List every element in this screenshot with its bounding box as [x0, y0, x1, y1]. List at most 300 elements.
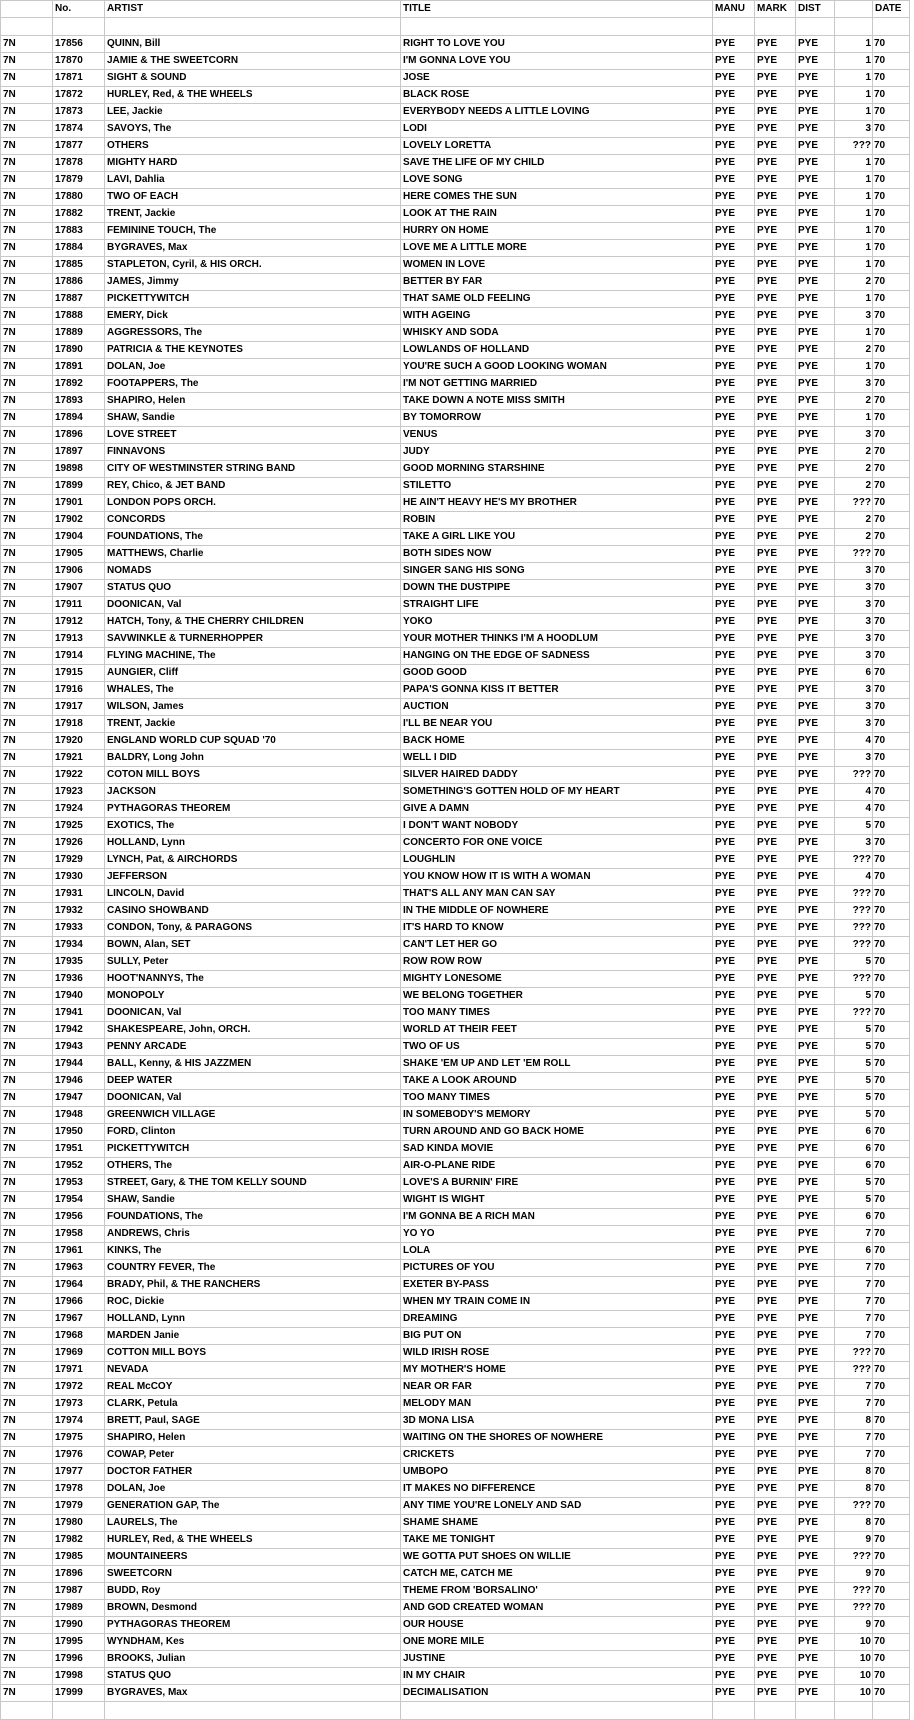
- mark-cell[interactable]: PYE: [755, 257, 796, 274]
- date-cell[interactable]: 70: [873, 971, 910, 988]
- month-cell[interactable]: 5: [835, 1073, 873, 1090]
- manu-cell[interactable]: PYE: [713, 1107, 755, 1124]
- mark-cell[interactable]: PYE: [755, 580, 796, 597]
- number-cell[interactable]: 17931: [53, 886, 105, 903]
- date-cell[interactable]: 70: [873, 1379, 910, 1396]
- empty-cell[interactable]: [105, 18, 401, 36]
- date-cell[interactable]: 70: [873, 325, 910, 342]
- title-cell[interactable]: IT MAKES NO DIFFERENCE: [401, 1481, 713, 1498]
- header-cell-mark[interactable]: MARK: [755, 1, 796, 18]
- number-cell[interactable]: 17870: [53, 53, 105, 70]
- number-cell[interactable]: 17896: [53, 1566, 105, 1583]
- dist-cell[interactable]: PYE: [796, 393, 835, 410]
- empty-cell[interactable]: [835, 1702, 873, 1720]
- manu-cell[interactable]: PYE: [713, 1515, 755, 1532]
- prefix-cell[interactable]: 7N: [1, 1328, 53, 1345]
- title-cell[interactable]: IT'S HARD TO KNOW: [401, 920, 713, 937]
- prefix-cell[interactable]: 7N: [1, 1532, 53, 1549]
- artist-cell[interactable]: CITY OF WESTMINSTER STRING BAND: [105, 461, 401, 478]
- prefix-cell[interactable]: 7N: [1, 835, 53, 852]
- date-cell[interactable]: 70: [873, 1651, 910, 1668]
- month-cell[interactable]: 1: [835, 410, 873, 427]
- prefix-cell[interactable]: 7N: [1, 1141, 53, 1158]
- dist-cell[interactable]: PYE: [796, 206, 835, 223]
- manu-cell[interactable]: PYE: [713, 716, 755, 733]
- date-cell[interactable]: 70: [873, 1345, 910, 1362]
- artist-cell[interactable]: QUINN, Bill: [105, 36, 401, 53]
- month-cell[interactable]: 2: [835, 478, 873, 495]
- title-cell[interactable]: THAT'S ALL ANY MAN CAN SAY: [401, 886, 713, 903]
- dist-cell[interactable]: PYE: [796, 342, 835, 359]
- date-cell[interactable]: 70: [873, 1175, 910, 1192]
- month-cell[interactable]: 6: [835, 1209, 873, 1226]
- title-cell[interactable]: WAITING ON THE SHORES OF NOWHERE: [401, 1430, 713, 1447]
- number-cell[interactable]: 17913: [53, 631, 105, 648]
- manu-cell[interactable]: PYE: [713, 1175, 755, 1192]
- month-cell[interactable]: 1: [835, 240, 873, 257]
- artist-cell[interactable]: DOONICAN, Val: [105, 597, 401, 614]
- mark-cell[interactable]: PYE: [755, 1668, 796, 1685]
- empty-cell[interactable]: [796, 1702, 835, 1720]
- date-cell[interactable]: 70: [873, 1311, 910, 1328]
- prefix-cell[interactable]: 7N: [1, 189, 53, 206]
- title-cell[interactable]: LOVE ME A LITTLE MORE: [401, 240, 713, 257]
- dist-cell[interactable]: PYE: [796, 1498, 835, 1515]
- date-cell[interactable]: 70: [873, 87, 910, 104]
- mark-cell[interactable]: PYE: [755, 1600, 796, 1617]
- artist-cell[interactable]: COTON MILL BOYS: [105, 767, 401, 784]
- empty-cell[interactable]: [105, 1702, 401, 1720]
- prefix-cell[interactable]: 7N: [1, 342, 53, 359]
- title-cell[interactable]: SAVE THE LIFE OF MY CHILD: [401, 155, 713, 172]
- dist-cell[interactable]: PYE: [796, 1260, 835, 1277]
- mark-cell[interactable]: PYE: [755, 1124, 796, 1141]
- date-cell[interactable]: 70: [873, 410, 910, 427]
- manu-cell[interactable]: PYE: [713, 1141, 755, 1158]
- dist-cell[interactable]: PYE: [796, 1668, 835, 1685]
- artist-cell[interactable]: CASINO SHOWBAND: [105, 903, 401, 920]
- date-cell[interactable]: 70: [873, 274, 910, 291]
- month-cell[interactable]: 3: [835, 597, 873, 614]
- number-cell[interactable]: 17971: [53, 1362, 105, 1379]
- artist-cell[interactable]: HOOT'NANNYS, The: [105, 971, 401, 988]
- dist-cell[interactable]: PYE: [796, 733, 835, 750]
- number-cell[interactable]: 17968: [53, 1328, 105, 1345]
- manu-cell[interactable]: PYE: [713, 1158, 755, 1175]
- mark-cell[interactable]: PYE: [755, 988, 796, 1005]
- manu-cell[interactable]: PYE: [713, 597, 755, 614]
- number-cell[interactable]: 17899: [53, 478, 105, 495]
- prefix-cell[interactable]: 7N: [1, 478, 53, 495]
- prefix-cell[interactable]: 7N: [1, 512, 53, 529]
- dist-cell[interactable]: PYE: [796, 240, 835, 257]
- title-cell[interactable]: HERE COMES THE SUN: [401, 189, 713, 206]
- dist-cell[interactable]: PYE: [796, 1685, 835, 1702]
- dist-cell[interactable]: PYE: [796, 1600, 835, 1617]
- empty-cell[interactable]: [755, 1702, 796, 1720]
- artist-cell[interactable]: PATRICIA & THE KEYNOTES: [105, 342, 401, 359]
- artist-cell[interactable]: LAURELS, The: [105, 1515, 401, 1532]
- manu-cell[interactable]: PYE: [713, 240, 755, 257]
- dist-cell[interactable]: PYE: [796, 1226, 835, 1243]
- empty-cell[interactable]: [53, 18, 105, 36]
- artist-cell[interactable]: WHALES, The: [105, 682, 401, 699]
- month-cell[interactable]: 1: [835, 257, 873, 274]
- date-cell[interactable]: 70: [873, 1039, 910, 1056]
- date-cell[interactable]: 70: [873, 1532, 910, 1549]
- artist-cell[interactable]: BALDRY, Long John: [105, 750, 401, 767]
- date-cell[interactable]: 70: [873, 36, 910, 53]
- date-cell[interactable]: 70: [873, 1362, 910, 1379]
- month-cell[interactable]: 7: [835, 1226, 873, 1243]
- dist-cell[interactable]: PYE: [796, 1311, 835, 1328]
- artist-cell[interactable]: COUNTRY FEVER, The: [105, 1260, 401, 1277]
- number-cell[interactable]: 17946: [53, 1073, 105, 1090]
- manu-cell[interactable]: PYE: [713, 971, 755, 988]
- dist-cell[interactable]: PYE: [796, 1430, 835, 1447]
- prefix-cell[interactable]: 7N: [1, 1107, 53, 1124]
- prefix-cell[interactable]: 7N: [1, 1260, 53, 1277]
- artist-cell[interactable]: AGGRESSORS, The: [105, 325, 401, 342]
- month-cell[interactable]: 3: [835, 427, 873, 444]
- prefix-cell[interactable]: 7N: [1, 1277, 53, 1294]
- month-cell[interactable]: 2: [835, 529, 873, 546]
- mark-cell[interactable]: PYE: [755, 1362, 796, 1379]
- manu-cell[interactable]: PYE: [713, 886, 755, 903]
- manu-cell[interactable]: PYE: [713, 631, 755, 648]
- prefix-cell[interactable]: 7N: [1, 1583, 53, 1600]
- title-cell[interactable]: LOUGHLIN: [401, 852, 713, 869]
- title-cell[interactable]: SHAME SHAME: [401, 1515, 713, 1532]
- dist-cell[interactable]: PYE: [796, 920, 835, 937]
- number-cell[interactable]: 17966: [53, 1294, 105, 1311]
- artist-cell[interactable]: DOONICAN, Val: [105, 1005, 401, 1022]
- month-cell[interactable]: 5: [835, 1175, 873, 1192]
- artist-cell[interactable]: TRENT, Jackie: [105, 206, 401, 223]
- month-cell[interactable]: 3: [835, 631, 873, 648]
- title-cell[interactable]: DREAMING: [401, 1311, 713, 1328]
- prefix-cell[interactable]: 7N: [1, 1549, 53, 1566]
- manu-cell[interactable]: PYE: [713, 444, 755, 461]
- date-cell[interactable]: 70: [873, 1668, 910, 1685]
- manu-cell[interactable]: PYE: [713, 1073, 755, 1090]
- artist-cell[interactable]: STREET, Gary, & THE TOM KELLY SOUND: [105, 1175, 401, 1192]
- manu-cell[interactable]: PYE: [713, 954, 755, 971]
- title-cell[interactable]: ROW ROW ROW: [401, 954, 713, 971]
- title-cell[interactable]: BY TOMORROW: [401, 410, 713, 427]
- mark-cell[interactable]: PYE: [755, 87, 796, 104]
- number-cell[interactable]: 17894: [53, 410, 105, 427]
- prefix-cell[interactable]: 7N: [1, 410, 53, 427]
- title-cell[interactable]: CRICKETS: [401, 1447, 713, 1464]
- title-cell[interactable]: EXETER BY-PASS: [401, 1277, 713, 1294]
- mark-cell[interactable]: PYE: [755, 172, 796, 189]
- date-cell[interactable]: 70: [873, 70, 910, 87]
- title-cell[interactable]: JUSTINE: [401, 1651, 713, 1668]
- number-cell[interactable]: 17929: [53, 852, 105, 869]
- dist-cell[interactable]: PYE: [796, 1328, 835, 1345]
- date-cell[interactable]: 70: [873, 1209, 910, 1226]
- dist-cell[interactable]: PYE: [796, 903, 835, 920]
- mark-cell[interactable]: PYE: [755, 1549, 796, 1566]
- dist-cell[interactable]: PYE: [796, 1158, 835, 1175]
- dist-cell[interactable]: PYE: [796, 172, 835, 189]
- number-cell[interactable]: 17886: [53, 274, 105, 291]
- prefix-cell[interactable]: 7N: [1, 852, 53, 869]
- prefix-cell[interactable]: 7N: [1, 529, 53, 546]
- mark-cell[interactable]: PYE: [755, 1311, 796, 1328]
- artist-cell[interactable]: MOUNTAINEERS: [105, 1549, 401, 1566]
- prefix-cell[interactable]: 7N: [1, 886, 53, 903]
- dist-cell[interactable]: PYE: [796, 580, 835, 597]
- manu-cell[interactable]: PYE: [713, 1583, 755, 1600]
- month-cell[interactable]: ???: [835, 546, 873, 563]
- title-cell[interactable]: TURN AROUND AND GO BACK HOME: [401, 1124, 713, 1141]
- date-cell[interactable]: 70: [873, 1413, 910, 1430]
- month-cell[interactable]: 3: [835, 699, 873, 716]
- month-cell[interactable]: 1: [835, 223, 873, 240]
- manu-cell[interactable]: PYE: [713, 1294, 755, 1311]
- title-cell[interactable]: TOO MANY TIMES: [401, 1005, 713, 1022]
- number-cell[interactable]: 17885: [53, 257, 105, 274]
- mark-cell[interactable]: PYE: [755, 240, 796, 257]
- date-cell[interactable]: 70: [873, 1328, 910, 1345]
- artist-cell[interactable]: EXOTICS, The: [105, 818, 401, 835]
- title-cell[interactable]: TWO OF US: [401, 1039, 713, 1056]
- date-cell[interactable]: 70: [873, 1430, 910, 1447]
- artist-cell[interactable]: BUDD, Roy: [105, 1583, 401, 1600]
- date-cell[interactable]: 70: [873, 495, 910, 512]
- artist-cell[interactable]: SULLY, Peter: [105, 954, 401, 971]
- prefix-cell[interactable]: 7N: [1, 1090, 53, 1107]
- number-cell[interactable]: 17987: [53, 1583, 105, 1600]
- artist-cell[interactable]: FLYING MACHINE, The: [105, 648, 401, 665]
- artist-cell[interactable]: FORD, Clinton: [105, 1124, 401, 1141]
- title-cell[interactable]: CATCH ME, CATCH ME: [401, 1566, 713, 1583]
- title-cell[interactable]: BETTER BY FAR: [401, 274, 713, 291]
- date-cell[interactable]: 70: [873, 1090, 910, 1107]
- mark-cell[interactable]: PYE: [755, 818, 796, 835]
- prefix-cell[interactable]: 7N: [1, 70, 53, 87]
- date-cell[interactable]: 70: [873, 529, 910, 546]
- number-cell[interactable]: 17950: [53, 1124, 105, 1141]
- artist-cell[interactable]: WYNDHAM, Kes: [105, 1634, 401, 1651]
- artist-cell[interactable]: GENERATION GAP, The: [105, 1498, 401, 1515]
- artist-cell[interactable]: COTTON MILL BOYS: [105, 1345, 401, 1362]
- month-cell[interactable]: ???: [835, 903, 873, 920]
- artist-cell[interactable]: HOLLAND, Lynn: [105, 835, 401, 852]
- month-cell[interactable]: 3: [835, 121, 873, 138]
- month-cell[interactable]: 6: [835, 1243, 873, 1260]
- prefix-cell[interactable]: 7N: [1, 1294, 53, 1311]
- dist-cell[interactable]: PYE: [796, 1396, 835, 1413]
- title-cell[interactable]: RIGHT TO LOVE YOU: [401, 36, 713, 53]
- number-cell[interactable]: 17980: [53, 1515, 105, 1532]
- date-cell[interactable]: 70: [873, 988, 910, 1005]
- month-cell[interactable]: 7: [835, 1447, 873, 1464]
- date-cell[interactable]: 70: [873, 580, 910, 597]
- mark-cell[interactable]: PYE: [755, 36, 796, 53]
- manu-cell[interactable]: PYE: [713, 478, 755, 495]
- artist-cell[interactable]: DOONICAN, Val: [105, 1090, 401, 1107]
- manu-cell[interactable]: PYE: [713, 1464, 755, 1481]
- mark-cell[interactable]: PYE: [755, 801, 796, 818]
- mark-cell[interactable]: PYE: [755, 70, 796, 87]
- manu-cell[interactable]: PYE: [713, 648, 755, 665]
- title-cell[interactable]: YO YO: [401, 1226, 713, 1243]
- mark-cell[interactable]: PYE: [755, 648, 796, 665]
- mark-cell[interactable]: PYE: [755, 614, 796, 631]
- manu-cell[interactable]: PYE: [713, 1345, 755, 1362]
- number-cell[interactable]: 17956: [53, 1209, 105, 1226]
- artist-cell[interactable]: STATUS QUO: [105, 1668, 401, 1685]
- prefix-cell[interactable]: 7N: [1, 172, 53, 189]
- dist-cell[interactable]: PYE: [796, 138, 835, 155]
- date-cell[interactable]: 70: [873, 240, 910, 257]
- manu-cell[interactable]: PYE: [713, 1056, 755, 1073]
- title-cell[interactable]: SHAKE 'EM UP AND LET 'EM ROLL: [401, 1056, 713, 1073]
- mark-cell[interactable]: PYE: [755, 189, 796, 206]
- manu-cell[interactable]: PYE: [713, 1209, 755, 1226]
- artist-cell[interactable]: BYGRAVES, Max: [105, 1685, 401, 1702]
- title-cell[interactable]: WELL I DID: [401, 750, 713, 767]
- manu-cell[interactable]: PYE: [713, 1277, 755, 1294]
- date-cell[interactable]: 70: [873, 1685, 910, 1702]
- title-cell[interactable]: I'M NOT GETTING MARRIED: [401, 376, 713, 393]
- prefix-cell[interactable]: 7N: [1, 1073, 53, 1090]
- manu-cell[interactable]: PYE: [713, 1685, 755, 1702]
- mark-cell[interactable]: PYE: [755, 427, 796, 444]
- date-cell[interactable]: 70: [873, 1566, 910, 1583]
- prefix-cell[interactable]: 7N: [1, 699, 53, 716]
- month-cell[interactable]: ???: [835, 937, 873, 954]
- artist-cell[interactable]: SHAW, Sandie: [105, 1192, 401, 1209]
- number-cell[interactable]: 17995: [53, 1634, 105, 1651]
- month-cell[interactable]: 5: [835, 1107, 873, 1124]
- prefix-cell[interactable]: 7N: [1, 648, 53, 665]
- mark-cell[interactable]: PYE: [755, 852, 796, 869]
- mark-cell[interactable]: PYE: [755, 1039, 796, 1056]
- manu-cell[interactable]: PYE: [713, 1651, 755, 1668]
- manu-cell[interactable]: PYE: [713, 1362, 755, 1379]
- manu-cell[interactable]: PYE: [713, 818, 755, 835]
- mark-cell[interactable]: PYE: [755, 784, 796, 801]
- prefix-cell[interactable]: 7N: [1, 1685, 53, 1702]
- title-cell[interactable]: WHISKY AND SODA: [401, 325, 713, 342]
- manu-cell[interactable]: PYE: [713, 104, 755, 121]
- header-cell-month[interactable]: [835, 1, 873, 18]
- number-cell[interactable]: 17904: [53, 529, 105, 546]
- artist-cell[interactable]: PYTHAGORAS THEOREM: [105, 801, 401, 818]
- mark-cell[interactable]: PYE: [755, 529, 796, 546]
- artist-cell[interactable]: TWO OF EACH: [105, 189, 401, 206]
- month-cell[interactable]: 2: [835, 274, 873, 291]
- month-cell[interactable]: 1: [835, 206, 873, 223]
- mark-cell[interactable]: PYE: [755, 1005, 796, 1022]
- prefix-cell[interactable]: 7N: [1, 291, 53, 308]
- title-cell[interactable]: MIGHTY LONESOME: [401, 971, 713, 988]
- month-cell[interactable]: 5: [835, 988, 873, 1005]
- dist-cell[interactable]: PYE: [796, 954, 835, 971]
- number-cell[interactable]: 17976: [53, 1447, 105, 1464]
- title-cell[interactable]: UMBOPO: [401, 1464, 713, 1481]
- number-cell[interactable]: 17912: [53, 614, 105, 631]
- dist-cell[interactable]: PYE: [796, 1464, 835, 1481]
- mark-cell[interactable]: PYE: [755, 1447, 796, 1464]
- prefix-cell[interactable]: 7N: [1, 1464, 53, 1481]
- month-cell[interactable]: 9: [835, 1532, 873, 1549]
- artist-cell[interactable]: LOVE STREET: [105, 427, 401, 444]
- mark-cell[interactable]: PYE: [755, 478, 796, 495]
- artist-cell[interactable]: SHAPIRO, Helen: [105, 393, 401, 410]
- artist-cell[interactable]: LYNCH, Pat, & AIRCHORDS: [105, 852, 401, 869]
- mark-cell[interactable]: PYE: [755, 393, 796, 410]
- prefix-cell[interactable]: 7N: [1, 1362, 53, 1379]
- dist-cell[interactable]: PYE: [796, 121, 835, 138]
- prefix-cell[interactable]: 7N: [1, 427, 53, 444]
- dist-cell[interactable]: PYE: [796, 53, 835, 70]
- date-cell[interactable]: 70: [873, 733, 910, 750]
- date-cell[interactable]: 70: [873, 1396, 910, 1413]
- month-cell[interactable]: 8: [835, 1515, 873, 1532]
- mark-cell[interactable]: PYE: [755, 1617, 796, 1634]
- mark-cell[interactable]: PYE: [755, 716, 796, 733]
- date-cell[interactable]: 70: [873, 665, 910, 682]
- prefix-cell[interactable]: 7N: [1, 1124, 53, 1141]
- prefix-cell[interactable]: 7N: [1, 308, 53, 325]
- dist-cell[interactable]: PYE: [796, 427, 835, 444]
- manu-cell[interactable]: PYE: [713, 138, 755, 155]
- date-cell[interactable]: 70: [873, 818, 910, 835]
- date-cell[interactable]: 70: [873, 546, 910, 563]
- number-cell[interactable]: 17972: [53, 1379, 105, 1396]
- artist-cell[interactable]: HURLEY, Red, & THE WHEELS: [105, 1532, 401, 1549]
- month-cell[interactable]: 7: [835, 1430, 873, 1447]
- title-cell[interactable]: JUDY: [401, 444, 713, 461]
- artist-cell[interactable]: PYTHAGORAS THEOREM: [105, 1617, 401, 1634]
- artist-cell[interactable]: BROOKS, Julian: [105, 1651, 401, 1668]
- mark-cell[interactable]: PYE: [755, 1073, 796, 1090]
- mark-cell[interactable]: PYE: [755, 138, 796, 155]
- dist-cell[interactable]: PYE: [796, 1090, 835, 1107]
- title-cell[interactable]: BOTH SIDES NOW: [401, 546, 713, 563]
- title-cell[interactable]: SINGER SANG HIS SONG: [401, 563, 713, 580]
- date-cell[interactable]: 70: [873, 138, 910, 155]
- dist-cell[interactable]: PYE: [796, 1651, 835, 1668]
- month-cell[interactable]: 10: [835, 1685, 873, 1702]
- date-cell[interactable]: 70: [873, 1022, 910, 1039]
- number-cell[interactable]: 17915: [53, 665, 105, 682]
- month-cell[interactable]: 4: [835, 784, 873, 801]
- dist-cell[interactable]: PYE: [796, 597, 835, 614]
- mark-cell[interactable]: PYE: [755, 971, 796, 988]
- title-cell[interactable]: YOKO: [401, 614, 713, 631]
- manu-cell[interactable]: PYE: [713, 53, 755, 70]
- manu-cell[interactable]: PYE: [713, 1430, 755, 1447]
- artist-cell[interactable]: FOUNDATIONS, The: [105, 529, 401, 546]
- title-cell[interactable]: MY MOTHER'S HOME: [401, 1362, 713, 1379]
- prefix-cell[interactable]: 7N: [1, 1226, 53, 1243]
- date-cell[interactable]: 70: [873, 359, 910, 376]
- month-cell[interactable]: 5: [835, 818, 873, 835]
- month-cell[interactable]: 1: [835, 172, 873, 189]
- prefix-cell[interactable]: 7N: [1, 971, 53, 988]
- number-cell[interactable]: 17889: [53, 325, 105, 342]
- prefix-cell[interactable]: 7N: [1, 1634, 53, 1651]
- mark-cell[interactable]: PYE: [755, 1056, 796, 1073]
- manu-cell[interactable]: PYE: [713, 1260, 755, 1277]
- title-cell[interactable]: THEME FROM 'BORSALINO': [401, 1583, 713, 1600]
